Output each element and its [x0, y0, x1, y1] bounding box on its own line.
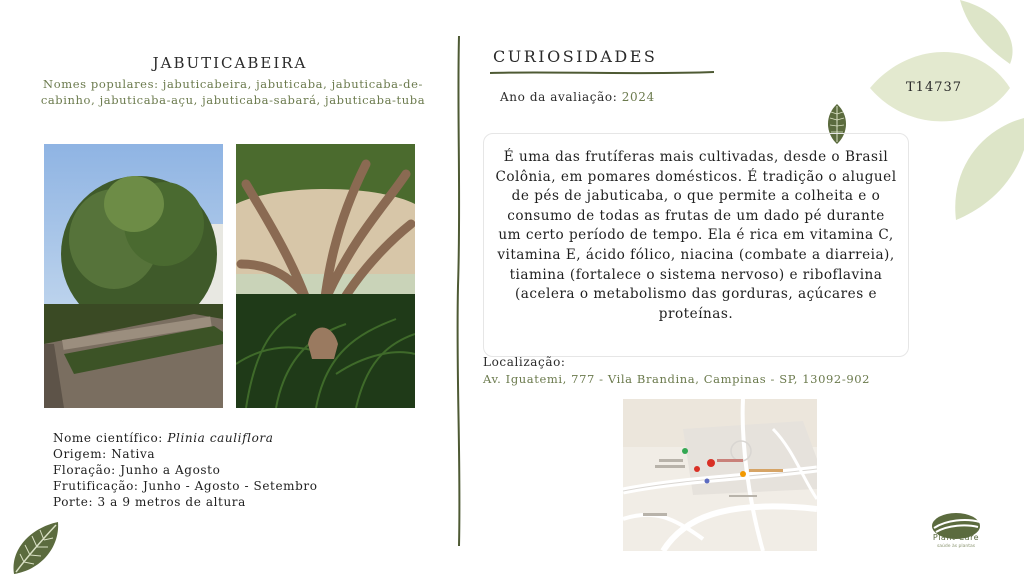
title-underline	[490, 70, 714, 76]
location-label: Localização:	[483, 355, 566, 369]
fact-scientific-name: Nome científico: Plinia cauliflora	[53, 431, 274, 445]
leaf-icon	[10, 520, 62, 576]
evaluation-year: Ano da avaliação: 2024	[500, 90, 655, 104]
fact-origin: Origem: Nativa	[53, 447, 156, 461]
popular-names: Nomes populares: jabuticabeira, jabuticaba, jabuticaba-de-cabinho, jabuticaba-açu, jabuticaba-sabará, jabuticaba-tuba	[40, 77, 426, 107]
logo-tagline: saúde às plantas	[936, 544, 976, 549]
location-map[interactable]	[623, 399, 817, 551]
fact-flowering: Floração: Junho a Agosto	[53, 463, 221, 477]
plant-title: JABUTICABEIRA	[152, 54, 308, 72]
fact-size: Porte: 3 a 9 metros de altura	[53, 495, 246, 509]
location-address: Av. Iguatemi, 777 - Vila Brandina, Campinas - SP, 13092-902	[483, 372, 871, 386]
column-divider	[452, 36, 466, 546]
curiosities-title: CURIOSIDADES	[493, 47, 658, 66]
logo-name: Plant Care	[932, 533, 980, 542]
plant-photo-tree	[44, 144, 223, 408]
curiosities-text: É uma das frutíferas mais cultivadas, desde o Brasil Colônia, em pomares domésticos. É tradição o aluguel de pés de jabuticaba, o que permite a colheita e o consumo de todas as frutas de um dado pé durante um certo período de tempo. Ela é rica em vitamina C, vitamina E, ácido fólico, niacina (combate a diarreia), tiamina (fortalece o sistema nervoso) e riboflavina (acelera o metabolismo das gorduras, açúcares e proteínas.	[495, 149, 897, 322]
fact-fruiting: Frutificação: Junho - Agosto - Setembro	[53, 479, 318, 493]
plant-facts	[53, 430, 318, 510]
plant-photo-trunk	[236, 144, 415, 408]
plant-code: T14737	[906, 80, 963, 95]
